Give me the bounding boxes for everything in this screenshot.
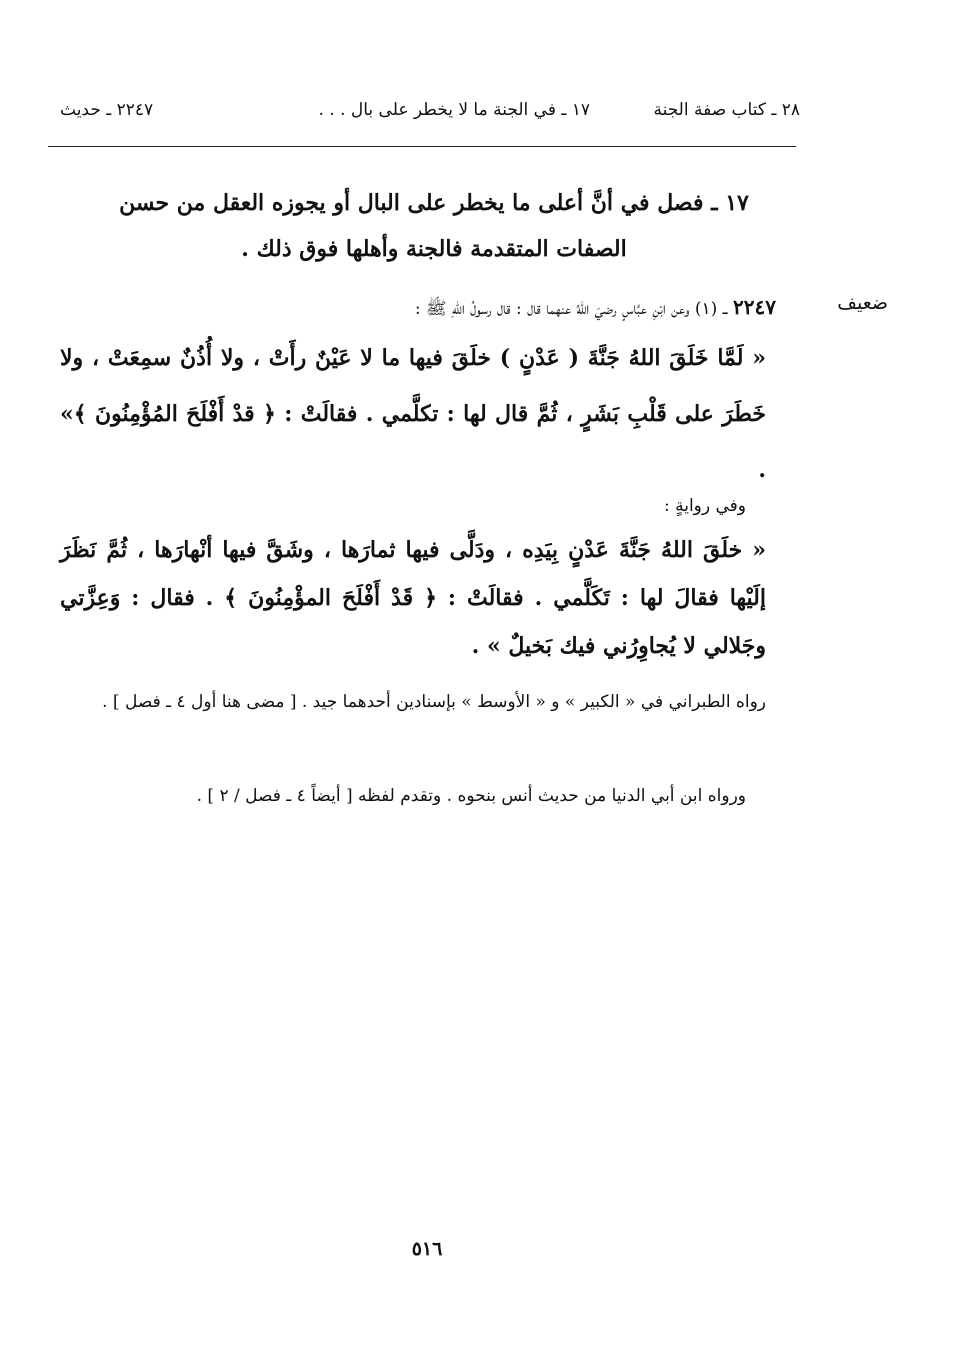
hadith-intro-line — [136, 292, 776, 324]
page-number: ٥١٦ — [411, 1238, 443, 1260]
riwaya-label: وفي روايةٍ : — [663, 496, 746, 516]
riwaya-text: « خلَقَ اللهُ جَنَّةَ عَدْنٍ بِيَدِه ، ودَلَّى فيها ثمارَها ، وشَقَّ فيها أنْهارَها ، ثُمَّ نَظَرَ إلَيْها فقالَ لها : تَكَلَّمي . فقالَتْ : ﴿ قَدْ أَفْلَحَ المؤْمِنُونَ ﴾ . فقال : وَعِزَّتي وجَلالي لا يُجاوِرُني فيك بَخيلٌ » . — [60, 537, 766, 659]
takhrij-note: رواه الطبراني في « الكبير » و « الأوسط » بإسنادين أحدهما جيد . [ مضى هنا أول ٤ ـ فصل ] . — [102, 692, 766, 712]
running-head-section-title: ١٧ ـ في الجنة ما لا يخطر على بال . . . — [318, 100, 590, 120]
hadith-grade: ضعيف — [837, 292, 888, 314]
takhrij-note-2: ورواه ابن أبي الدنيا من حديث أنس بنحوه . وتقدم لفظه [ أيضاً ٤ ـ فصل / ٢ ] . — [196, 786, 746, 806]
hadith-number: ٢٢٤٧ — [733, 295, 776, 319]
hadith-matn: « لَمَّا خَلَقَ اللهُ جَنَّةَ ( عَدْنٍ ) خلَقَ فيها ما لا عَيْنٌ رأَتْ ، ولا أُذُنٌ سمِعَتْ ، ولا خَطَرَ على قَلْبِ بَشَرٍ ، ثُمَّ قال لها : تكلَّمي . فقالَتْ : ﴿ قدْ أَفْلَحَ المُؤْمِنُونَ ﴾» . — [60, 345, 766, 483]
running-head-book-title: ٢٨ ـ كتاب صفة الجنة — [653, 100, 800, 120]
running-head-hadith-number: ٢٢٤٧ ـ حديث — [60, 100, 154, 120]
header-divider — [48, 146, 796, 147]
hadith-isnad: ـ (١) وعن ابْنِ عبَّاسٍ رضيَ اللهُ عنهما قال : قال رسولُ اللهِ ﷺ : — [414, 299, 734, 319]
running-head — [60, 100, 800, 134]
section-heading: ١٧ ـ فصل في أنَّ أعلى ما يخطر على البال أو يجوزه العقل من حسن الصفات المتقدمة فالجنة وأهلها فوق ذلك . — [119, 190, 749, 262]
